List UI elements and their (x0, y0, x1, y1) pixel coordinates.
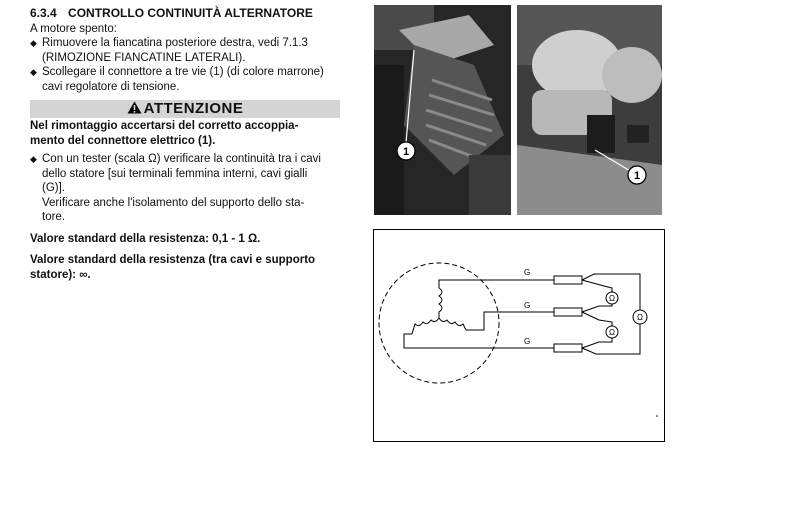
bullet-diamond-icon: ◆ (30, 154, 37, 164)
bullet-diamond-icon: ◆ (30, 67, 37, 77)
standard-value-1: Valore standard della resistenza: 0,1 - 1 Ω. (30, 232, 261, 245)
bullet-diamond-icon: ◆ (30, 38, 37, 48)
wire-label-g3: G (524, 337, 531, 346)
callout-1-label: 1 (633, 170, 641, 182)
ohmmeter-icon (633, 310, 647, 324)
section-number: 6.3.4 (30, 6, 57, 20)
wiring-diagram (373, 229, 665, 442)
probe-wiring (582, 274, 640, 354)
wire-label-g1: G (524, 268, 531, 277)
standard-value-2: Valore standard della resistenza (tra cavi e supporto statore): ∞. (30, 254, 316, 281)
step-1: ◆ Rimuovere la fiancatina posteriore destra, vedi 7.1.3 (RIMOZIONE FIANCATINE LATERALI). (30, 37, 308, 64)
photo-regulator (374, 5, 511, 215)
step-3: ◆ Con un tester (scala Ω) verificare la continuità tra i cavi dello statore [sui terminali femmina interni, cavi gialli (G)]. Verificare anche l'isolamento del supporto dello sta- tore. (30, 153, 321, 223)
ohmmeter-icon (606, 326, 618, 338)
svg-text:Ω: Ω (609, 294, 615, 303)
condition-text: A motore spento: (30, 22, 117, 35)
warning-banner (30, 100, 340, 118)
svg-text:Ω: Ω (637, 313, 643, 322)
section-title: CONTROLLO CONTINUITÀ ALTERNATORE (68, 6, 313, 20)
warning-triangle-icon (127, 101, 142, 114)
warning-label: ATTENZIONE (143, 100, 244, 117)
svg-text:Ω: Ω (609, 328, 615, 337)
callout-1-label: 1 (402, 146, 410, 158)
warning-text: Nel rimontaggio accertarsi del corretto accoppia- mento del connettore elettrico (1). (30, 120, 299, 147)
photo-connector (517, 5, 662, 215)
ohmmeter-icon (606, 292, 618, 304)
text-column (30, 6, 340, 282)
step-2: ◆ Scollegare il connettore a tre vie (1) (di colore marrone) cavi regolatore di tensione. (30, 66, 324, 93)
connector-terminals (554, 276, 582, 352)
section-heading (30, 6, 340, 21)
wire-label-g2: G (524, 301, 531, 310)
